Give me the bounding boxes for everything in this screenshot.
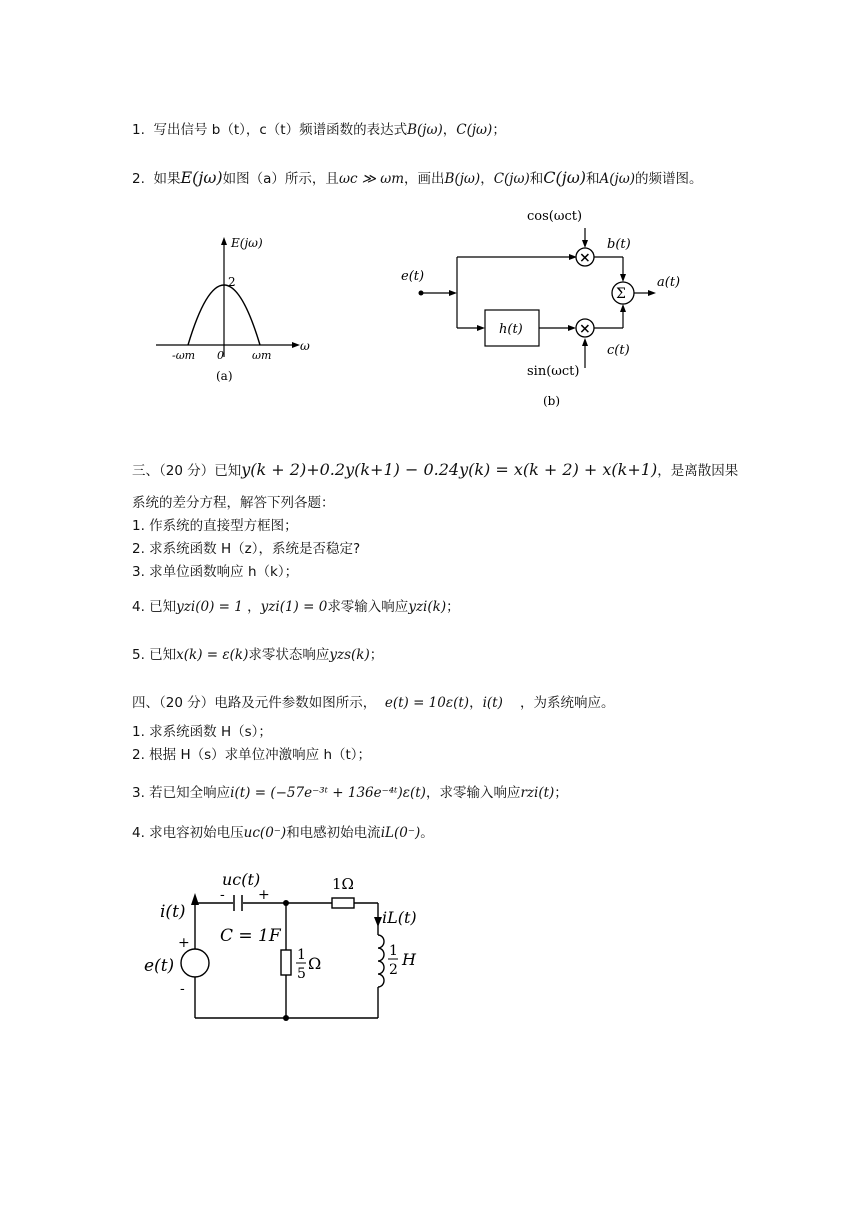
figure-a-xlabel: ω	[300, 339, 310, 353]
resistor-2-unit: Ω	[308, 954, 322, 973]
part-four-q2: 2. 根据 H（s）求单位冲激响应 h（t）；	[132, 747, 372, 763]
a-signal-label: a(t)	[657, 275, 681, 290]
capacitor-voltage-label: uc(t)	[222, 870, 261, 889]
sin-carrier-label: sin(ωct)	[527, 364, 580, 379]
source-minus: -	[180, 981, 185, 997]
capacitor-plus: +	[258, 887, 270, 903]
part-four-q3: 3. 若已知全响应i(t) = (−57e⁻³ᵗ + 136e⁻⁴ᵗ)ε(t)，求零输入响应rzi(t)；	[132, 785, 568, 801]
inductor-numerator: 1	[389, 943, 398, 959]
question-2-2: 2. 如果E(jω)如图（a）所示，且ωc ≫ ωm，画出B(jω)，C(jω)和C(jω)和A(jω)的频谱图。	[132, 168, 703, 187]
question-2-1: 1. 写出信号 b（t），c（t）频谱函数的表达式B(jω)，C(jω)；	[132, 122, 506, 138]
inductor-denominator: 2	[389, 962, 398, 978]
figure-a-tick-zero: 0	[217, 349, 224, 362]
part-three-q4: 4. 已知yzi(0) = 1 ，yzi(1) = 0求零输入响应yzi(k)；	[132, 599, 460, 615]
resistor-1-ohm	[332, 898, 354, 908]
source-current-label: i(t)	[160, 902, 186, 922]
part-three-q5: 5. 已知x(k) = ε(k)求零状态响应yzs(k)；	[132, 647, 384, 663]
resistor-2-numerator: 1	[297, 947, 306, 963]
part-three-q1: 1. 作系统的直接型方框图；	[132, 518, 298, 534]
figure-a-peak-label: 2	[228, 275, 236, 289]
resistor-2-denominator: 5	[297, 966, 306, 982]
figure-a-spectrum	[150, 232, 320, 382]
summer-symbol: Σ	[616, 286, 626, 302]
multiplier-top-symbol: ×	[579, 250, 591, 266]
cos-carrier-label: cos(ωct)	[527, 209, 583, 224]
figure-a-tick-pos: ωm	[252, 349, 272, 362]
capacitor-value: C = 1F	[220, 926, 281, 946]
part-four-q4: 4. 求电容初始电压uc(0⁻)和电感初始电流iL(0⁻)。	[132, 825, 434, 841]
b-signal-label: b(t)	[607, 237, 631, 252]
capacitor	[233, 895, 243, 911]
part-four-header: 四、（20 分）电路及元件参数如图所示， e(t) = 10ε(t)，i(t) ，为系统响应。	[132, 695, 615, 711]
figure-a-tick-neg: -ωm	[172, 349, 196, 362]
inductor	[378, 935, 384, 987]
voltage-source	[181, 949, 209, 977]
capacitor-minus: -	[220, 887, 225, 903]
figure-b-input-label: e(t)	[401, 269, 425, 284]
part-four-q1: 1. 求系统函数 H（s）；	[132, 724, 272, 740]
c-signal-label: c(t)	[607, 343, 630, 358]
resistor-1-value: 1Ω	[332, 875, 354, 893]
multiplier-bottom-symbol: ×	[579, 321, 591, 337]
circuit-diagram	[140, 865, 440, 1035]
source-voltage-label: e(t)	[144, 956, 175, 976]
resistor-one-fifth-ohm	[281, 950, 291, 975]
inductor-current-label: iL(t)	[382, 908, 417, 927]
part-three-header-line2: 系统的差分方程，解答下列各题：	[132, 495, 335, 511]
figure-a-caption: (a)	[216, 369, 233, 383]
part-three-q2: 2. 求系统函数 H（z），系统是否稳定?	[132, 541, 361, 557]
figure-b-block-diagram	[395, 200, 705, 410]
figure-a-ylabel: E(jω)	[231, 236, 263, 250]
figure-b-caption: (b)	[543, 394, 561, 408]
inductor-unit: H	[402, 950, 416, 969]
part-three-q3: 3. 求单位函数响应 h（k）；	[132, 564, 299, 580]
part-three-header: 三、（20 分）已知y(k + 2)+0.2y(k+1) − 0.24y(k) = x(k + 2) + x(k+1)，是离散因果	[132, 460, 739, 479]
filter-label: h(t)	[499, 322, 523, 337]
source-plus: +	[178, 935, 190, 951]
